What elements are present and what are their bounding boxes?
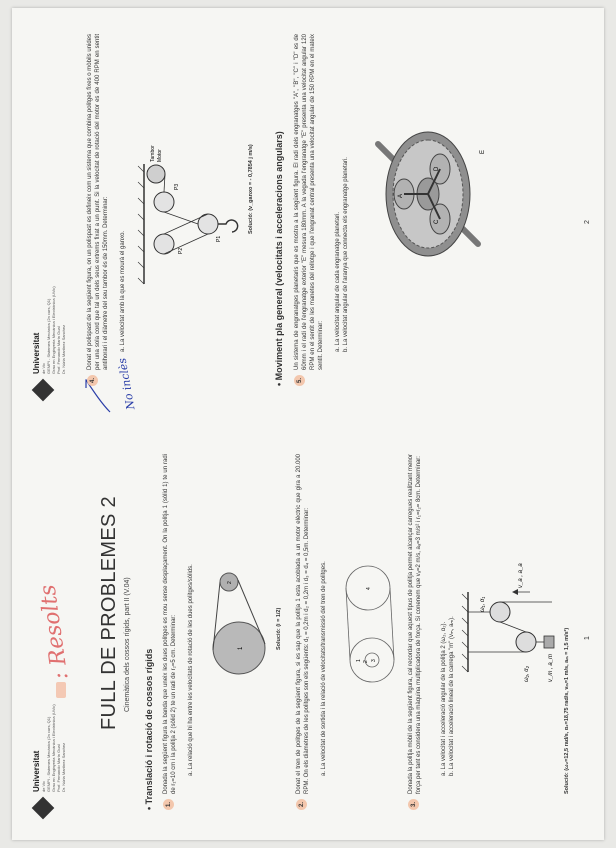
fig5-label-c: C [434,219,440,224]
pulley-4-label: 4 [366,587,372,590]
pulley-3-label: 3 [371,659,377,662]
problem-1-text: Donada la següent figura la banda que uneix les dues politges es mou sense desplaçament. On la politja 1 (sòlid 1) te un radi de r₁=10 cm i la politja 2 (sòlid 2) te un radi de r₂=5 cm. Determinar: [163,454,177,794]
pulley-1-label: 1 [356,659,362,662]
fig5-label-e: E [480,149,486,154]
pulley-p3 [154,192,174,212]
page-subtitle: Cinemàtica dels cossos rígids, part II (V.04) [124,577,131,712]
fig3-label-w2: ω₂, α₂ [524,665,530,682]
belt-bottom [390,588,394,660]
pulley-2-label: 2 [227,581,233,584]
header-line: Prof. Fernando Marín Gual [56,326,61,374]
fig4-label-p3: P3 [174,183,180,190]
problem-number: 4. [87,375,98,386]
handwritten-note: No inclès [115,357,138,411]
header-line: Dr. Núria Martínez Sanchez [61,742,66,792]
problem-2-question-a: a. La velocitat de sortida i la relació de velocitats/transmissió del tren de politges. [321,561,327,776]
figure-2-pulley-train [338,558,402,688]
header-line: Grau en Enginyeria Mecànica i Electrònica (UVic) [51,704,56,792]
fig3-label-va: v_a , a_a [518,563,524,588]
section-title: Translació i rotació de cossos rígids [144,648,154,805]
header-line: Grau en Enginyeria Mecànica i Electrònica (UVic) [51,286,56,374]
problem-3-question-a: a. La velocitat i acceleració angular de la politja 2 (ω₂, α₂). [441,621,447,776]
pulley-2-label: 2 [363,660,369,663]
problem-1-solution: Solució: (i = 1/2) [276,607,282,650]
header-line: Dr. Núria Martínez Sanchez [61,324,66,374]
logo-name: Universitat [32,332,41,374]
header-line: GEMPI - Sistemes Mecànics (2n curs, Q1) [46,716,51,792]
problem-2-text: Donat el tren de politges de la següent figura, si es sap que la politja 1 esta acoblada a un motor elèctric que gira a 20.000 RPM. On els diàmetres de les politges son els següents: d₁ = 0,2m i d₂ = 0,2m i d₃ = d₄ = 0,5m. Determinar: [296,454,310,794]
logo-tagline: de Vic [41,362,46,374]
motor-drum [147,165,165,183]
figure-1-belt-pulleys [207,560,271,690]
rotated-content [12,8,604,840]
logo-name: Universitat [32,750,41,792]
logo-tagline: de Vic [41,780,46,792]
fig4-label-motor: Motor [157,149,163,162]
section-heading: • Translació i rotació de cossos rígids [144,648,154,810]
handwritten-resolts: : Resolts [35,583,74,682]
problem-4-solution: Solució: (v_ganxo = - 0,7854 j m/s) [248,144,254,234]
section-heading: • Moviment pla general (velocitats i acceleracions angulars) [274,131,284,386]
fig4-label-tambor: Tambor [150,145,156,162]
fig4-label-p2: P2 [178,247,184,254]
logo-diamond-icon [32,379,55,402]
page-2 [12,8,604,424]
figure-3-movable-pulley [460,512,560,712]
fixed-pulley [490,602,510,622]
page-number: 2 [584,220,591,224]
figure-4-polispast [134,144,244,294]
fig4-label-p1: P1 [216,235,222,242]
fig3-label-w1: ω₁, α₁ [480,596,486,612]
problem-4-text: Donat el polispast de la següent figura, on un polispast es defineix com un sistema que combina politges fixes o mòbils unides per una sola cord que tal un dels seus extrems fixat a un punt. Si la velocitat de rotació del motor es de 400 RPM en sentit antihorari i el diàmetre del seu tambor és de 150mm. Determinar: [87,34,109,370]
pulley-1-label: 1 [238,646,244,650]
belt-top [346,588,350,660]
problem-number: 3. [408,799,419,810]
load-mass [544,636,554,648]
highlight-mark [56,682,66,698]
logo-diamond-icon [32,797,55,820]
problem-5-question-a: a. La velocitat angular de cada engranatge planetari. [335,211,341,352]
problem-5-text: Un sistema de engranatges planetaris que es mostra a la següent figura. El radi dels engranatges "A", "B", "C" i "D" es de 60mm i el radi de l'engranatge exterior "E" mesura 180mm. A la vegada l'engranatge "E" presenta una velocitat angular 120 RPM en el sentit de les manetes del rellotge i que l'engranat central presenta una velocitat angular de 150 RPM en el mateix sentit. Determinar: [294,34,324,370]
page-number: 1 [584,636,591,640]
problem-number: 5. [294,375,305,386]
problem-4-question-a: a. La velocitat amb la que es mourà el ganxo. [120,230,126,352]
movable-pulley [516,632,536,652]
problem-3-question-b: b. La velocitat i acceleració lineal de la carrega "m" (vₘ, aₘ). [449,616,455,776]
problem-1-question-a: a. La relació que hi ha entre les velocitats de rotació de les dues politges/sòlids. [188,564,194,776]
figure-5-planetary-gears [358,114,498,274]
header-line: Prof. Fernando Marín Gual [56,744,61,792]
header-line: GEMPI - Sistemes Mecànics (2n curs, Q1) [46,298,51,374]
hook [218,220,238,232]
fig5-label-d: D [434,166,440,171]
problem-3-solution: Solució: (ω₂=12,5 rad/s, α₂=18,75 rad/s, vₘ=1 m/s, aₘ = 1,5 m/s²) [564,627,570,794]
university-logo [32,286,66,400]
problem-number: 1. [163,799,174,810]
fig5-label-a: A [398,193,404,198]
fig3-label-vm: v_m , a_m [548,653,554,682]
section-title: Moviment pla general (velocitats i acceleracions angulars) [274,131,284,381]
problem-number: 2. [296,799,307,810]
page-title: FULL DE PROBLEMES 2 [98,496,120,730]
problem-5-question-b: b. La velocitat angular de l'aranya que connecta els engranatge planetari. [343,157,349,352]
problem-3-text: Donada la politja mòbil de la següent figura, cal recordar que aquest tipus de politja permet alcançar carregues realitzant menor força per tant es considera una màquina multiplicadora de força. Si conenem que vₐ=2 m/s, aₐ=3 m/s² i r₁=r₂= 8cm. Determinar: [408,454,422,794]
university-logo [32,704,66,818]
scanned-sheet [12,8,604,840]
page-1 [12,424,604,840]
